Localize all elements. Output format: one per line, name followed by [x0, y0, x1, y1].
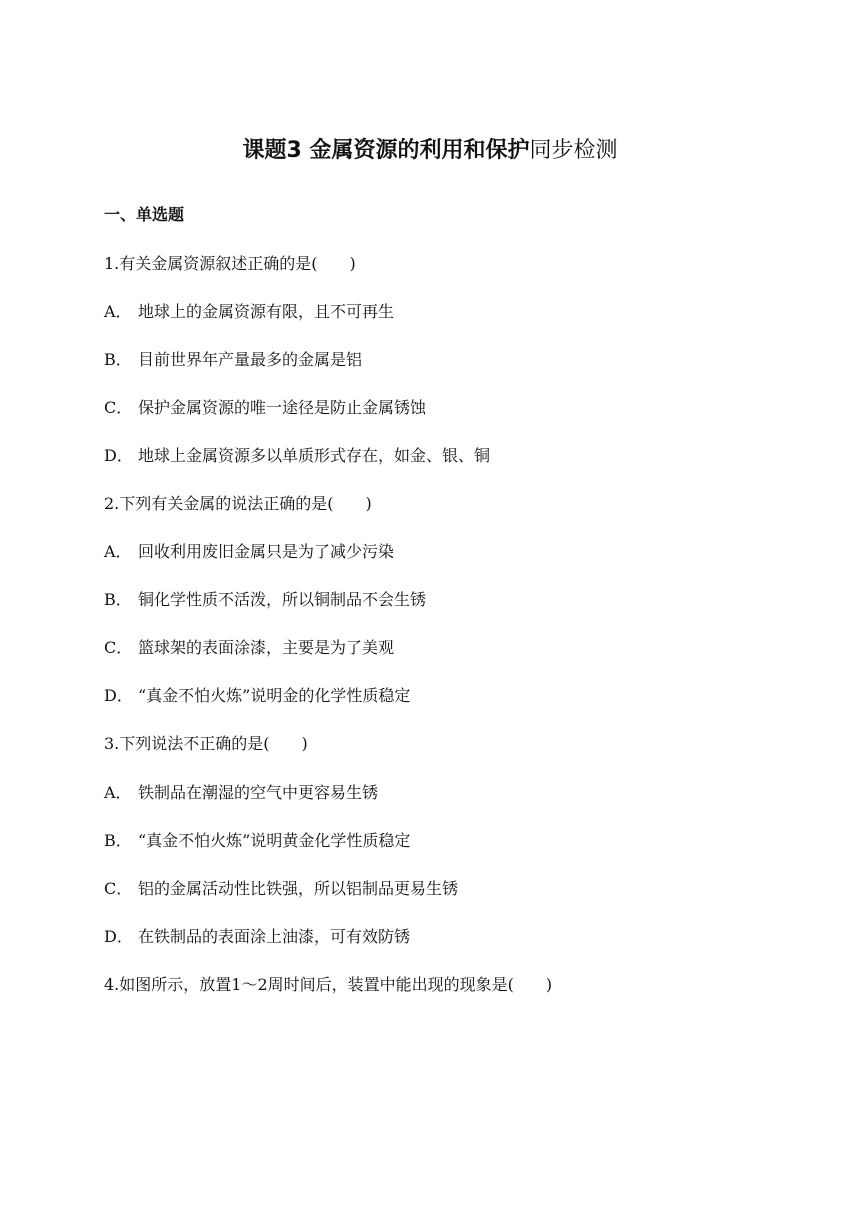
option-letter: C．	[104, 879, 133, 898]
question-1-option-b	[104, 349, 362, 371]
option-text: 在铁制品的表面涂上油漆，可有效防锈	[138, 927, 411, 946]
question-1-stem: 1.有关金属资源叙述正确的是( )	[104, 254, 356, 273]
question-3-stem: 3.下列说法不正确的是( )	[104, 734, 308, 753]
option-letter: C．	[104, 638, 133, 657]
option-letter: C．	[104, 398, 133, 417]
option-text: 铁制品在潮湿的空气中更容易生锈	[138, 783, 379, 802]
option-letter: B．	[104, 350, 132, 369]
option-letter: A．	[104, 783, 132, 802]
option-text: 铜化学性质不活泼，所以铜制品不会生锈	[138, 590, 427, 609]
question-2-option-c	[104, 637, 394, 659]
option-letter: D．	[104, 686, 133, 705]
option-letter: A．	[104, 542, 132, 561]
option-letter: D．	[104, 927, 133, 946]
title-bold-part: 课题3 金属资源的利用和保护	[242, 138, 530, 163]
question-2-stem: 2.下列有关金属的说法正确的是( )	[104, 494, 372, 513]
option-text: 保护金属资源的唯一途径是防止金属锈蚀	[138, 398, 427, 417]
option-text: 铝的金属活动性比铁强，所以铝制品更易生锈	[138, 879, 459, 898]
question-3-option-d	[104, 926, 410, 948]
question-1-option-c	[104, 397, 426, 419]
option-text: 地球上的金属资源有限，且不可再生	[138, 302, 395, 321]
question-3-option-b	[104, 830, 410, 852]
option-text: 地球上金属资源多以单质形式存在，如金、银、铜	[138, 446, 491, 465]
option-text: 篮球架的表面涂漆，主要是为了美观	[138, 638, 395, 657]
section-heading: 一、单选题	[104, 205, 185, 224]
option-letter: B．	[104, 831, 132, 850]
question-4-stem: 4.如图所示，放置1～2周时间后，装置中能出现的现象是( )	[104, 975, 553, 994]
question-2-option-d	[104, 685, 410, 707]
option-letter: A．	[104, 302, 132, 321]
question-3-option-c	[104, 878, 458, 900]
option-text: 回收利用废旧金属只是为了减少污染	[138, 542, 395, 561]
question-1-option-d	[104, 445, 490, 467]
title-rest-part: 同步检测	[529, 138, 618, 163]
option-letter: B．	[104, 590, 132, 609]
question-2-option-a	[104, 541, 394, 563]
page-title	[0, 136, 860, 166]
question-3-option-a	[104, 782, 378, 804]
question-2-option-b	[104, 589, 426, 611]
option-letter: D．	[104, 446, 133, 465]
option-text: “真金不怕火炼”说明金的化学性质稳定	[138, 686, 411, 705]
option-text: 目前世界年产量最多的金属是铝	[138, 350, 363, 369]
option-text: “真金不怕火炼”说明黄金化学性质稳定	[138, 831, 411, 850]
question-1-option-a	[104, 301, 394, 323]
